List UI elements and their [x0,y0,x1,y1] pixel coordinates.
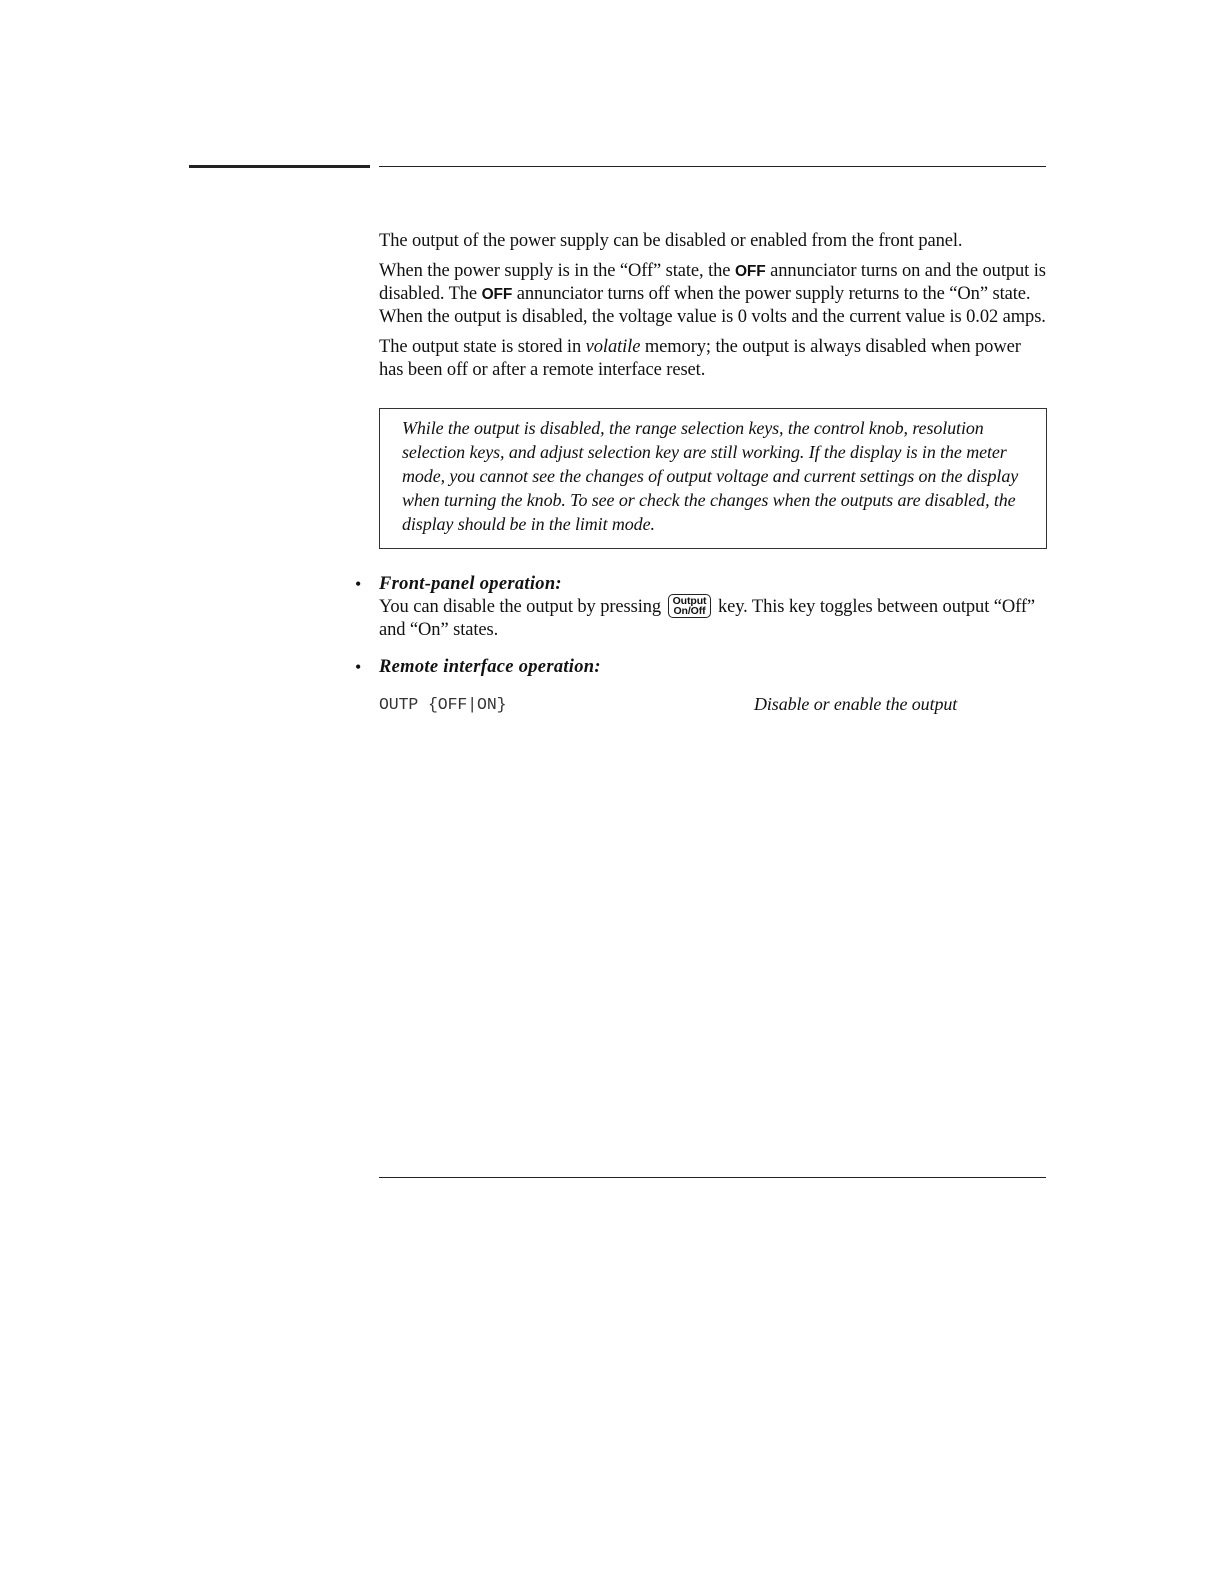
main-content [355,230,1047,717]
scpi-command: OUTP {OFF|ON} [379,695,507,714]
paragraph-off-state [379,260,1047,329]
note-box [379,408,1047,549]
front-panel-text-a: You can disable the output by pressing [379,597,666,617]
command-row [379,693,1047,717]
note-text: While the output is disabled, the range selection keys, the control knob, resolution selection keys, and adjust selection key are still working. If the display is in the meter mode, you cannot see the changes of output voltage and current settings on the display when turning the knob. To see or check the changes when the outputs are disabled, the display should be in the limit mode. [402,418,1019,534]
off-state-text-c: annunciator turns off when the power supply returns to the “On” state. When the output is disabled, the voltage value is 0 volts and the current value is 0.02 amps. [379,284,1046,327]
remote-section [355,656,1047,679]
volatile-emphasis: volatile [585,337,641,357]
bullet-dot: • [355,574,362,594]
off-annunciator-2: OFF [481,286,513,303]
intro-text: The output of the power supply can be disabled or enabled from the front panel. [379,231,963,251]
paragraph-intro [379,230,1047,253]
off-annunciator: OFF [734,263,766,280]
remote-heading: Remote interface operation: [379,657,601,677]
header-rule-right [379,166,1046,167]
key-label-bottom: On/Off [673,604,706,617]
footer-rule [379,1177,1046,1178]
off-state-text-a: When the power supply is in the “Off” state, the [379,261,735,281]
off-state-text-b: annunciator turns on and the output is disabled. The [379,261,1046,304]
bullet-dot-remote: • [355,657,362,677]
volatile-text-a: The output state is stored in [379,337,586,357]
paragraph-volatile [379,336,1047,382]
key-label-top: Output [672,594,707,607]
front-panel-heading: Front-panel operation: [379,574,562,594]
command-description: Disable or enable the output [754,694,958,714]
volatile-text-b: memory; the output is always disabled when power has been off or after a remote interface reset. [379,337,1021,380]
output-on-off-key-icon [668,594,712,618]
front-panel-text [379,596,1047,642]
front-panel-text-b: key. This key toggles between output “Off” and “On” states. [379,597,1036,640]
header-rule-left [189,165,370,168]
front-panel-section [355,573,1047,596]
